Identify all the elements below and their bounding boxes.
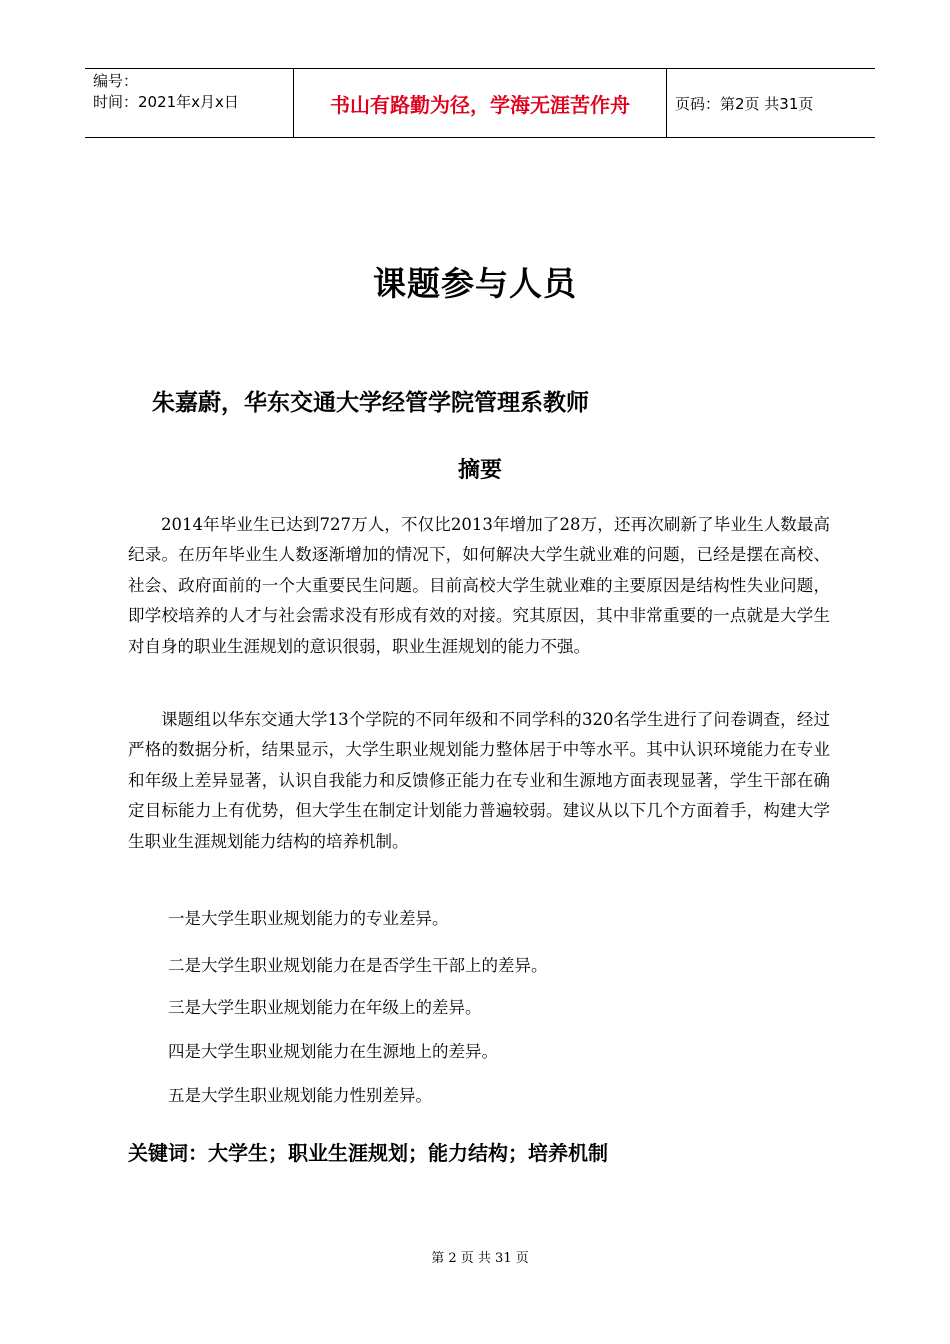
list-item: 二是大学生职业规划能力在是否学生干部上的差异。	[168, 956, 548, 975]
header-motto: 书山有路勤为径，学海无涯苦作舟	[294, 69, 667, 137]
header-info-cell	[85, 69, 294, 137]
page-footer: 第 2 页 共 31 页	[431, 1251, 529, 1266]
document-title: 课题参与人员	[373, 264, 577, 303]
abstract-heading: 摘要	[457, 458, 502, 483]
abstract-paragraph-2: 课题组以华东交通大学13个学院的不同年级和不同学科的320名学生进行了问卷调查，经过严格的数据分析，结果显示，大学生职业规划能力整体居于中等水平。其中认识环境能力在专业和年级上差异显著，认识自我能力和反馈修正能力在专业和生源地方面表现显著，学生干部在确定目标能力上有优势，但大学生在制定计划能力普遍较弱。建议从以下几个方面着手，构建大学生职业生涯规划能力结构的培养机制。	[128, 710, 830, 851]
header-number-label: 编号：	[93, 72, 139, 90]
list-item: 五是大学生职业规划能力性别差异。	[168, 1086, 432, 1105]
header-time-label: 时间：2021年x月x日	[93, 93, 239, 111]
abstract-paragraph-1: 2014年毕业生已达到727万人，不仅比2013年增加了28万，还再次刷新了毕业生人数最高纪录。在历年毕业生人数逐渐增加的情况下，如何解决大学生就业难的问题，已经是摆在高校、社会、政府面前的一个大重要民生问题。目前高校大学生就业难的主要原因是结构性失业问题，即学校培养的人才与社会需求没有形成有效的对接。究其原因，其中非常重要的一点就是大学生对自身的职业生涯规划的意识很弱，职业生涯规划的能力不强。	[128, 515, 830, 656]
list-item: 四是大学生职业规划能力在生源地上的差异。	[168, 1042, 498, 1061]
page-header	[85, 68, 875, 138]
list-item: 三是大学生职业规划能力在年级上的差异。	[168, 998, 482, 1017]
member-line: 朱嘉蔚，华东交通大学经管学院管理系教师	[152, 390, 589, 416]
list-item: 一是大学生职业规划能力的专业差异。	[168, 909, 449, 928]
header-page-label: 页码：第2页 共31页	[675, 94, 814, 113]
keywords: 关键词：大学生；职业生涯规划；能力结构；培养机制	[128, 1141, 608, 1165]
